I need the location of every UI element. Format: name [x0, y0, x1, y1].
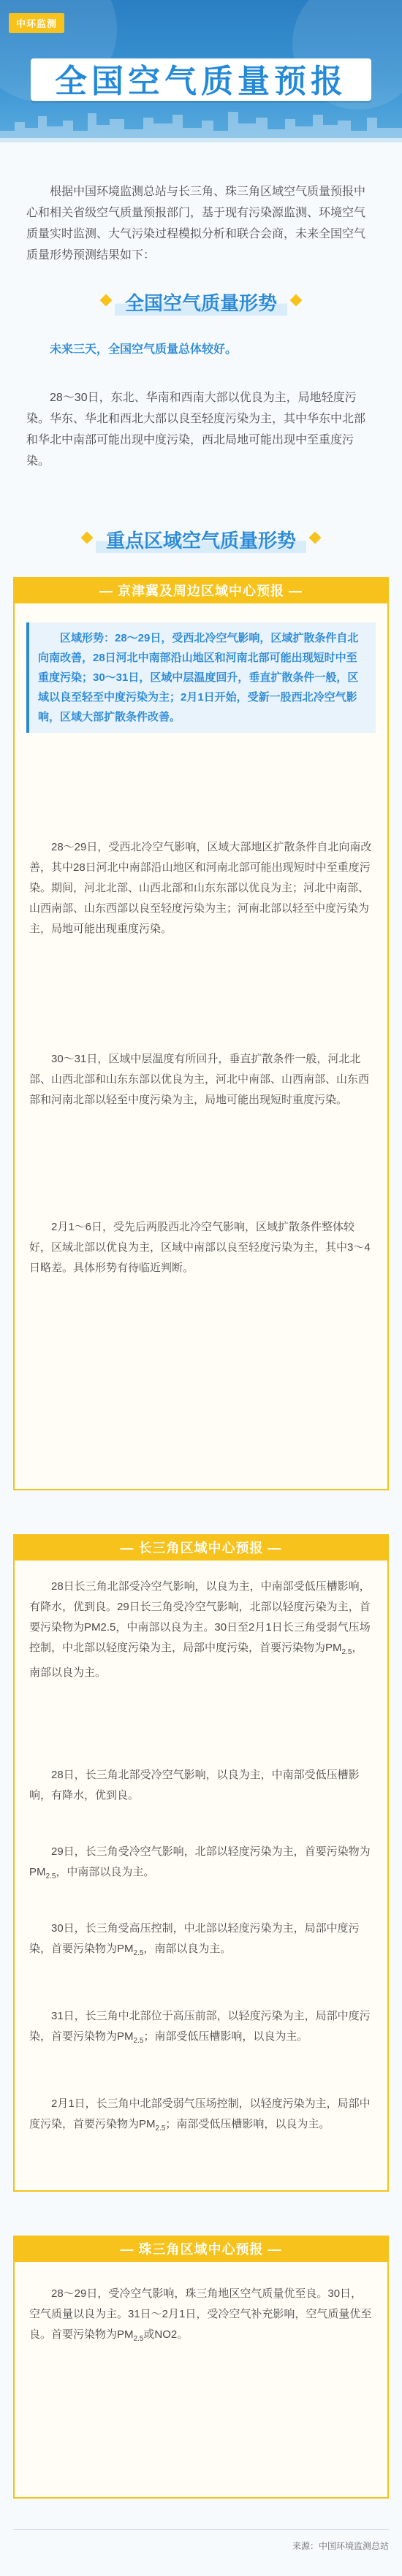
key-regions-title-text: 重点区域空气质量形势: [105, 530, 296, 552]
yangtze-p6-text-a: 2月1日，长三角中北部受弱气压场控制，以轻度污染为主，局部中度污染，首要污染物为PM: [29, 2097, 371, 2130]
yangtze-p1-text-a: 28日长三角北部受冷空气影响，以良为主，中南部受低压槽影响，有降水，优到良。29日长三角受冷空气影响，北部以轻度污染为主，首要污染物为PM2.5，中南部以良为主。30日至2月1日长三角受弱气压场控制，中北部以轻度污染为主，局部中度污染，首要污染物为PM: [29, 1580, 371, 1654]
yangtze-p3-text-b: ，中南部以良为主。: [56, 1866, 155, 1878]
national-detail: 28～30日，东北、华南和西南大部以优良为主，局地轻度污染。华东、华北和西北大部以良至轻度污染为主，其中华东中北部和华北中南部可能出现中度污染，西北局地可能出现中至重度污染。: [26, 392, 366, 468]
title-wrap: [18, 45, 384, 111]
diamond-icon: [309, 532, 322, 544]
national-title-text: 全国空气质量形势: [124, 292, 277, 314]
jingjinji-paragraph-2: 30～31日，区域中层温度有所回升，垂直扩散条件一般，河北北部、山西北部和山东东部以优良为主，河北中南部、山西南部、山东西部和河南北部以轻至中度污染为主，局地可能出现短时重度污染。: [29, 1053, 370, 1106]
banner-tag: 中环监测: [9, 13, 64, 33]
intro-paragraph: 根据中国环境监测总站与长三角、珠三角区域空气质量预报中心和相关省级空气质量预报部门，基于现有污染源监测、环境空气质量实时监测、大气污染过程模拟分析和联合会商，未来全国空气质量形势预测结果如下：: [26, 186, 366, 262]
pm-subscript: 2.5: [133, 2037, 144, 2045]
pm-subscript: 2.5: [45, 1872, 56, 1880]
region-yangtze-head: — 长三角区域中心预报 —: [15, 1536, 387, 1561]
page-title: 全国空气质量预报: [55, 64, 347, 99]
yangtze-p5-text-b: ；南部受低压槽影响，以良为主。: [143, 2030, 308, 2043]
key-regions-section-title: [0, 526, 402, 553]
jingjinji-paragraph-3: 2月1～6日，受先后两股西北冷空气影响，区域扩散条件整体较好，区域北部以优良为主，区域中南部以良至轻度污染为主，其中3～4日略差。具体形势有待临近判断。: [29, 1221, 371, 1274]
region-situation-callout: [26, 622, 376, 733]
diamond-icon: [290, 294, 303, 307]
yangtze-paragraph-3: [29, 1842, 373, 1887]
yangtze-paragraph-2: 28日，长三角北部受冷空气影响，以良为主，中南部受低压槽影响，有降水，优到良。: [29, 1769, 360, 1802]
yangtze-p1-text-b: ，南部以良为主。: [29, 1642, 363, 1679]
region-jingjinji: [13, 577, 389, 1490]
yangtze-paragraph-5: [29, 2006, 373, 2051]
region-pearl-delta: [13, 2236, 389, 2499]
source-credit: 来源：中国环境监测总站: [292, 2541, 389, 2551]
yangtze-paragraph-6: [29, 2094, 373, 2139]
yangtze-p5-text-a: 31日，长三角中北部位于高压前部，以轻度污染为主，局部中度污染，首要污染物为PM: [29, 2010, 371, 2043]
diamond-icon: [80, 532, 93, 544]
pm-subscript: 2.5: [155, 2125, 166, 2133]
city-skyline-illustration: [0, 109, 402, 142]
yangtze-p6-text-b: ；南部受低压槽影响，以良为主。: [165, 2118, 330, 2130]
yangtze-p4-text-a: 30日，长三角受高压控制，中北部以轻度污染为主，局部中度污染，首要污染物为PM: [29, 1922, 360, 1955]
region-situation-text: 区域形势：28～29日，受西北冷空气影响，区域扩散条件自北向南改善，28日河北中南部沿山地区和河南北部可能出现短时中至重度污染；30～31日，区域中层温度回升，垂直扩散条件一般，区域以良至轻至中度污染为主；2月1日开始，受新一股西北冷空气影响，区域大部扩散条件改善。: [38, 632, 359, 723]
national-section-title: [0, 289, 402, 316]
national-title-label: [115, 289, 287, 316]
national-summary: 未来三天，全国空气质量总体较好。: [50, 343, 238, 356]
diamond-icon: [99, 294, 112, 307]
region-jingjinji-head: — 京津冀及周边区域中心预报 —: [15, 579, 387, 603]
pm-subscript: 2.5: [341, 1648, 352, 1656]
jingjinji-paragraph-1: 28～29日，受西北冷空气影响，区域大部地区扩散条件自北向南改善，其中28日河北中南部沿山地区和河南北部可能出现短时中至重度污染。期间，河北北部、山西北部和山东东部以优良为主；河北中南部、山西南部、山东西部以良至轻度污染为主；河南北部以轻至中度污染为主，局地可能出现重度污染。: [29, 841, 372, 935]
pm-subscript: 2.5: [133, 1949, 144, 1957]
region-prd-head: — 珠三角区域中心预报 —: [15, 2237, 387, 2262]
header-banner: [0, 0, 402, 142]
yangtze-p3-text-a: 29日，长三角受冷空气影响，北部以轻度污染为主，首要污染物为PM: [29, 1845, 371, 1878]
pm-subscript: 2.5: [133, 2335, 144, 2343]
prd-p1-text-b: 或NO2。: [143, 2328, 189, 2341]
prd-paragraph-1: [29, 2284, 373, 2350]
prd-p1-text-a: 28～29日，受冷空气影响，珠三角地区空气质量优至良。30日，空气质量以良为主。31日～2月1日，受冷空气补充影响，空气质量优至良。首要污染物为PM: [29, 2287, 372, 2341]
region-yangtze-delta: [13, 1534, 389, 2192]
yangtze-paragraph-1: [29, 1577, 373, 1683]
footer-divider: [13, 2529, 389, 2530]
yangtze-paragraph-4: [29, 1918, 373, 1964]
key-regions-title-label: [96, 526, 306, 553]
yangtze-p4-text-b: ，南部以良为主。: [143, 1943, 232, 1955]
